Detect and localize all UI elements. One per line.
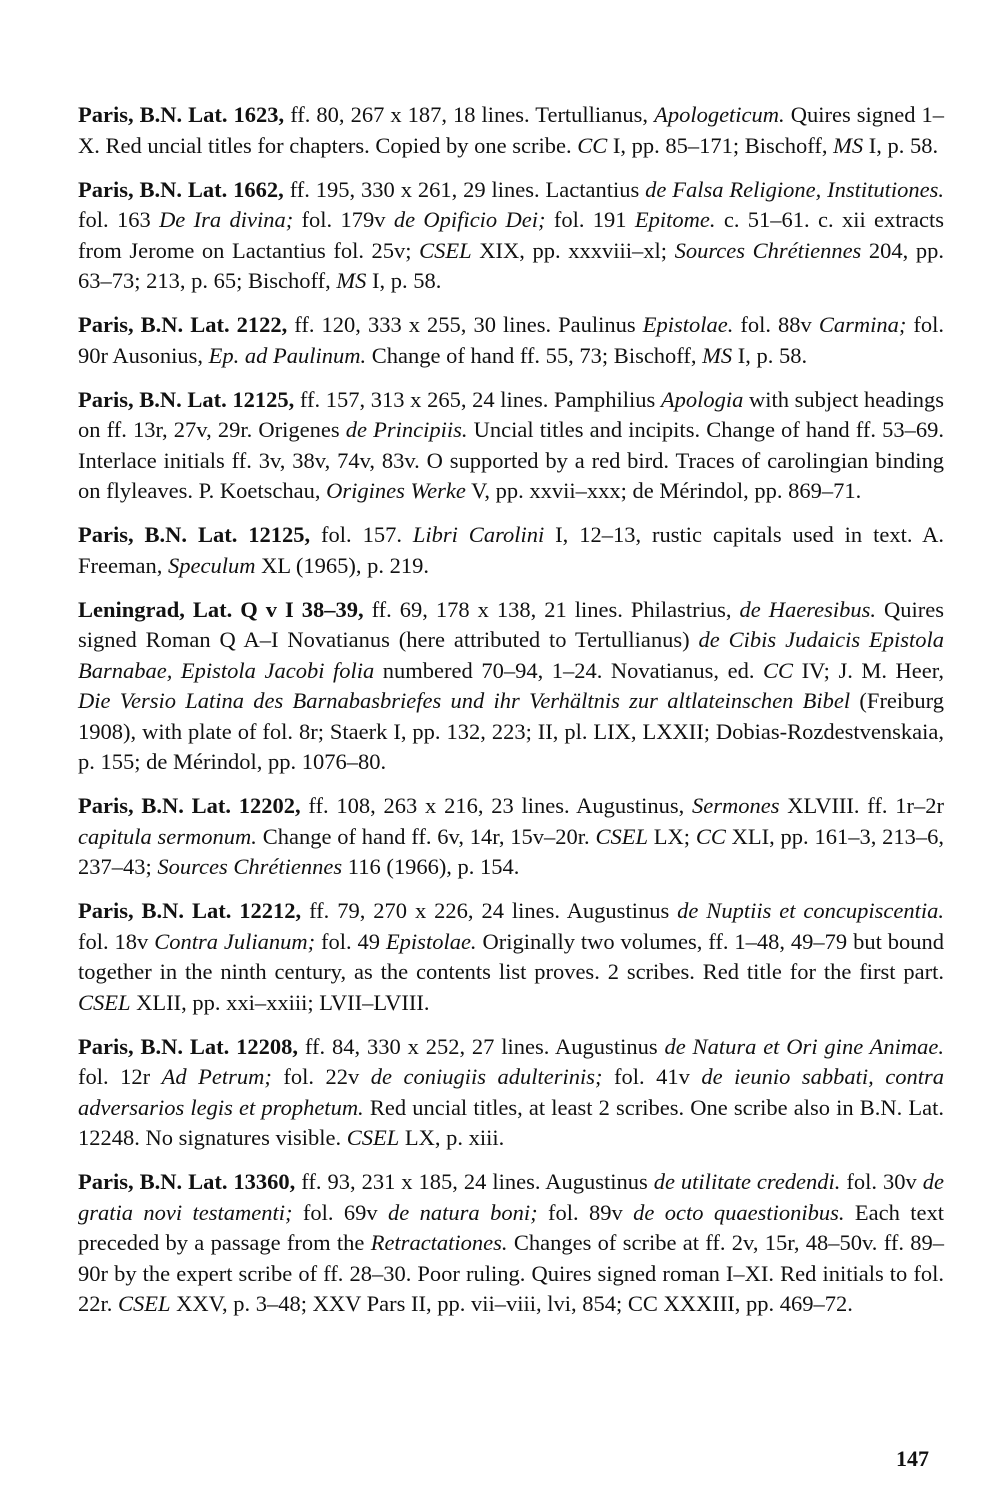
manuscript-entry [78,100,944,161]
entry-text: I, p. 58. [366,268,442,293]
entry-text: fol. 191 [545,207,635,232]
manuscript-entry [78,310,944,371]
italic-title: Apologia [660,386,744,412]
entry-text: c. 51–61. c. xii extracts from Jerome on Lactantius fol. 25v; [78,207,945,263]
entry-text: LX; [647,823,696,849]
manuscript-entry [78,791,944,883]
italic-title: de Falsa Religione, Institutiones. [645,176,944,202]
page-number: 147 [896,1446,929,1471]
entry-text: (Freiburg 1908), with plate of fol. 8r; Staerk I, pp. 132, 223; II, pl. LIX, LXXII; Dobias-Rozdestvenskaia, p. 155; de Mérindol, pp. 1076–80. [78,688,945,774]
entry-text: XLII, pp. xxi–xxiii; LVII–LVIII. [130,989,430,1015]
manuscript-entry [78,1032,944,1154]
shelfmark: Paris, B.N. Lat. 12125, [78,386,295,412]
entry-text: Change of hand ff. 6v, 14r, 15v–20r. [256,823,596,849]
italic-title: CSEL [78,989,131,1015]
italic-title: Apologeticum. [654,102,785,127]
manuscript-entry [78,896,944,1018]
entry-text: with subject headings on ff. 13r, 27v, 29r. Origenes [78,386,945,442]
italic-title: Epistolae. [642,312,734,337]
italic-title: Sources Chrétiennes [674,237,862,263]
entry-text: Quires signed 1–X. Red uncial titles for chapters. Copied by one scribe. [78,102,944,158]
entry-text: fol. 89v [537,1199,634,1225]
italic-title: de Principiis. [345,417,468,442]
italic-title: Sources Chrétiennes [157,854,343,879]
entry-text: XL (1965), p. 219. [255,552,429,578]
entry-text: XLI, pp. 161–3, 213–6, 237–43; [78,823,944,879]
italic-title: Ad Petrum; [161,1064,272,1089]
italic-title: de ieunio sabbati, contra adversarios legis et prophetum. [78,1064,945,1120]
entry-text: ff. 69, 178 x 138, 21 lines. Philastrius, [363,596,740,622]
entry-text: fol. 90r Ausonius, [78,312,945,368]
italic-title: de octo quaestionibus. [633,1199,845,1225]
shelfmark: Paris, B.N. Lat. 12208, [78,1033,298,1059]
entry-text: Originally two volumes, ff. 1–48, 49–79 but bound together in the ninth century, as the contents list proves. 2 scribes. Red title for the first part. [78,928,944,984]
shelfmark: Paris, B.N. Lat. 12202, [78,793,301,818]
italic-title: de Haeresibus. [739,596,876,622]
shelfmark: Paris, B.N. Lat. 2122, [78,312,288,337]
entry-text: V, pp. xxvii–xxx; de Mérindol, pp. 869–71. [465,478,862,503]
italic-title: Epistolae. [385,928,477,954]
entry-text: ff. 120, 333 x 255, 30 lines. Paulinus [287,312,643,337]
italic-title: de gratia novi testamenti; [78,1169,944,1225]
italic-title: CSEL [346,1125,400,1150]
entry-text: ff. 79, 270 x 226, 24 lines. Augustinus [301,898,678,923]
shelfmark: Paris, B.N. Lat. 13360, [78,1169,296,1194]
manuscript-entry [78,1167,944,1320]
entry-text: ff. 84, 330 x 252, 27 lines. Augustinus [298,1033,665,1059]
entry-text: Changes of scribe at ff. 2v, 15r, 48–50v. ff. 89–90r by the expert scribe of ff. 28–30. Poor ruling. Quires signed roman I–XI. Red initials to fol. 22r. [78,1230,944,1316]
italic-title: de Cibis Judaicis Epistola Barnabae, Epistola Jacobi folia [78,627,944,683]
entry-text: LX, p. xiii. [399,1125,505,1150]
italic-title: Origines Werke [326,478,466,503]
shelfmark: Leningrad, Lat. Q v I 38–39, [78,596,364,622]
italic-title: CSEL [118,1291,171,1316]
entry-text: fol. 88v [733,312,819,337]
italic-title: de natura boni; [388,1199,538,1225]
entry-text: 116 (1966), p. 154. [342,854,520,879]
entry-text: XIX, pp. xxxviii–xl; [471,237,675,263]
entry-text: numbered 70–94, 1–24. Novatianus, ed. [374,657,763,683]
italic-title: Carmina; [818,312,907,337]
italic-title: Contra Julianum; [154,928,316,954]
entry-text: I, 12–13, rustic capitals used in text. A. Freeman, [78,522,944,578]
italic-title: de coniugiis adulterinis; [370,1064,603,1089]
italic-title: de utilitate credendi. [653,1169,841,1194]
italic-title: de Opificio Dei; [393,207,546,232]
entry-text: ff. 195, 330 x 261, 29 lines. Lactantius [283,176,646,202]
entry-text: ff. 93, 231 x 185, 24 lines. Augustinus [295,1169,654,1194]
italic-title: MS [833,132,864,158]
entry-text: fol. 30v [840,1169,923,1194]
entry-text: fol. 163 [78,207,160,232]
entry-text: fol. 18v [78,928,155,954]
entry-text: fol. 22v [271,1064,371,1089]
italic-title: Retractationes. [370,1230,508,1255]
italic-title: capitula sermonum. [78,823,257,849]
italic-title: de Natura et Ori gine Animae. [664,1033,944,1059]
italic-title: MS [336,268,367,293]
catalogue-page [78,100,944,1333]
entry-text: I, pp. 85–171; Bischoff, [607,132,834,158]
entry-text: XLVIII. ff. 1r–2r [779,793,945,818]
italic-title: CSEL [419,237,472,263]
entry-text: fol. 12r [78,1064,162,1089]
italic-title: Epitome. [634,207,716,232]
manuscript-entry [78,175,944,297]
entry-text: I, p. 58. [863,132,939,158]
entry-text: Each text preceded by a passage from the [78,1199,944,1255]
entry-text: Quires signed Roman Q A–I Novatianus (here attributed to Tertullianus) [78,596,944,652]
entry-text: XXV, p. 3–48; XXV Pars II, pp. vii–viii, lvi, 854; CC XXXIII, pp. 469–72. [170,1291,853,1316]
entry-text: ff. 80, 267 x 187, 18 lines. Tertullianus, [284,102,655,127]
manuscript-entry [78,520,944,581]
italic-title: Die Versio Latina des Barnabasbriefes und ihr Verhältnis zur altlateinschen Bibel [78,688,851,713]
italic-title: De Ira divina; [159,207,294,232]
entry-text: 204, pp. 63–73; 213, p. 65; Bischoff, [78,237,945,293]
italic-title: CSEL [595,823,648,849]
entry-text: Change of hand ff. 55, 73; Bischoff, [366,342,703,368]
entry-text: ff. 108, 263 x 216, 23 lines. Augustinus, [300,793,693,818]
entry-text: fol. 157. [310,522,413,547]
italic-title: Sermones [692,793,780,818]
shelfmark: Paris, B.N. Lat. 12125, [78,522,311,547]
entry-text: Uncial titles and incipits. Change of hand ff. 53–69. Interlace initials ff. 3v, 38v, 74v, 83v. O supported by a red bird. Traces of carolingian binding on flyleaves. P. Koetschau, [78,417,945,503]
entry-text: fol. 41v [602,1064,702,1089]
shelfmark: Paris, B.N. Lat. 1662, [78,176,284,202]
italic-title: Libri Carolini [412,522,545,547]
entry-text: ff. 157, 313 x 265, 24 lines. Pamphilius [294,386,661,412]
entry-text: IV; J. M. Heer, [793,657,944,683]
manuscript-entry [78,595,944,778]
italic-title: MS [702,342,733,368]
shelfmark: Paris, B.N. Lat. 1623, [78,102,285,127]
entry-text: I, p. 58. [732,342,808,368]
entry-text: fol. 49 [315,928,386,954]
manuscript-entry [78,385,944,507]
entry-text: fol. 179v [293,207,394,232]
italic-title: Speculum [167,552,256,578]
shelfmark: Paris, B.N. Lat. 12212, [78,898,302,923]
italic-title: Ep. ad Paulinum. [208,342,367,368]
entry-text: fol. 69v [292,1199,389,1225]
italic-title: de Nuptiis et concupiscentia. [677,898,945,923]
italic-title: CC [695,823,726,849]
entry-text: Red uncial titles, at least 2 scribes. One scribe also in B.N. Lat. 12248. No signatures visible. [78,1094,944,1150]
italic-title: CC [577,132,608,158]
italic-title: CC [763,657,794,683]
catalogue-entries [78,100,944,1320]
